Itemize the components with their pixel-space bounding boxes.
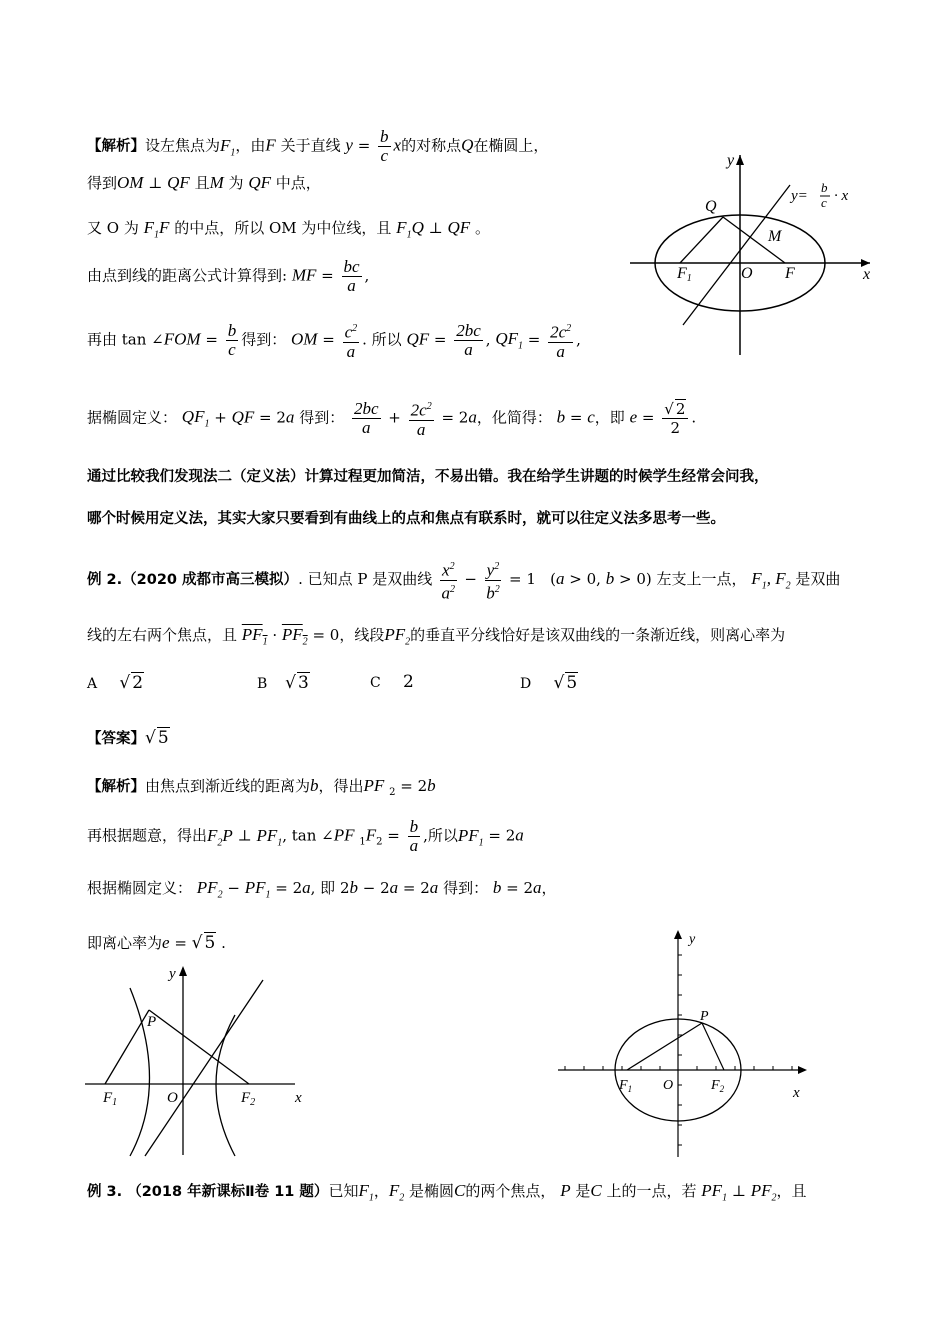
svg-text:F2: $F_2$ bbox=[711, 1078, 725, 1094]
fig2-p-label: P bbox=[147, 1014, 157, 1030]
answer-value: 5 bbox=[157, 728, 169, 748]
fig3-p-label: P bbox=[700, 1009, 709, 1024]
fig2-f1-label: F bbox=[103, 1090, 113, 1106]
fig1-y-label: y bbox=[727, 152, 735, 169]
fig1-x-label: x bbox=[863, 266, 871, 283]
example2-analysis-2: 再根据题意，得出$F_2P$ ⊥ $PF_1$, tan ∠PF $_1F_2$ = $\frac{b}{a}$ ,所以$PF_1 = 2a$ bbox=[87, 817, 524, 855]
analysis-line-3: 又 O 为 $F_1F$ 的中点，所以 OM 为中位线，且 $F_1Q$ ⊥ QF 。 bbox=[87, 218, 490, 241]
example2-line-1: 例 2.（2020 成都市高三模拟）. 已知点 P 是双曲线 $\frac{x^2}{a^2}$ − $\frac{y^2}{b^2}$ = 1 (a > 0, b > 0) 左支上一点， $F_1$, $F_2$ 是双曲 bbox=[87, 558, 840, 602]
fig2-f2-label: F bbox=[241, 1090, 251, 1106]
option-c[interactable]: C 2 bbox=[370, 672, 414, 692]
fig2-x-label: x bbox=[295, 1090, 302, 1106]
fig1-f-label: F bbox=[785, 265, 795, 282]
figure-ellipse-ticks bbox=[555, 925, 820, 1160]
fig3-x-label: x bbox=[793, 1085, 800, 1101]
answer-line: 【答案】√ 5 bbox=[87, 728, 169, 748]
example2-analysis-3: 根据椭圆定义： $PF_2 - PF_1 = 2a$, 即 2b − 2a = 2a 得到： b = 2a， bbox=[87, 878, 557, 901]
summary-line-2: 哪个时候用定义法，其实大家只要看到有曲线上的点和焦点有联系时，就可以往定义法多思考一些。 bbox=[87, 511, 725, 527]
fig3-y-label: y bbox=[689, 932, 696, 947]
fig3-o-label: O bbox=[663, 1078, 674, 1093]
answer-label: 【答案】 bbox=[87, 731, 145, 747]
option-b[interactable]: B √ 3 bbox=[257, 673, 309, 693]
svg-text:c: c bbox=[821, 195, 827, 210]
svg-text:F1: F1 bbox=[677, 265, 692, 284]
svg-text:F1: $F_1$ bbox=[103, 1090, 118, 1108]
svg-text:F1: $F_1$ bbox=[619, 1078, 633, 1094]
svg-text:y= bbox=[789, 188, 808, 204]
example2-label: 例 2.（2020 成都市高三模拟） bbox=[87, 572, 299, 589]
fig1-line-label: y= bbox=[791, 188, 808, 204]
fig1-m-label: M bbox=[768, 228, 782, 245]
svg-text:b: b bbox=[821, 180, 828, 195]
example2-analysis-1: 【解析】由焦点到渐近线的距离为b，得出PF $_2$ = 2b bbox=[87, 776, 436, 798]
option-d[interactable]: D √ 5 bbox=[520, 673, 578, 693]
fig1-q-label: Q bbox=[705, 198, 717, 215]
fig2-o-label: O bbox=[167, 1090, 178, 1106]
analysis-line-5: 再由 tan ∠FOM = $\frac{b}{c}$ 得到： OM = $\frac{c^2}{a}$ . 所以 QF = $\frac{2bc}{a}$ , $QF_1$ = $\frac{2c^2}{a}$ , bbox=[87, 320, 581, 361]
fig2-y-label: y bbox=[169, 966, 176, 982]
analysis-heading: 【解析】 bbox=[87, 138, 145, 155]
example3-label: 例 3. （2018 年新课标Ⅱ卷 11 题） bbox=[87, 1184, 329, 1200]
fig3-f1-label: F bbox=[619, 1078, 628, 1093]
svg-text:F2: $F_2$ bbox=[241, 1090, 256, 1108]
analysis-line-1: 【解析】设左焦点为$F_1$，由F 关于直线 y = $\frac{b}{c}$ x的对称点Q在椭圆上， bbox=[87, 127, 549, 165]
example3-line-1: 例 3. （2018 年新课标Ⅱ卷 11 题）已知$F_1$，$F_2$ 是椭圆C的两个焦点， P 是C 上的一点，若 $PF_1$ ⊥ $PF_2$，且 bbox=[87, 1181, 807, 1204]
example2-line-2: 线的左右两个焦点，且 $PF_1 \cdot PF_2 = 0$，线段$PF_2$的垂直平分线恰好是该双曲线的一条渐近线，则离心率为 bbox=[87, 625, 786, 648]
fig1-o-label: O bbox=[741, 265, 753, 282]
figure-hyperbola bbox=[85, 960, 330, 1160]
figure-ellipse-symmetric-point bbox=[625, 145, 880, 360]
option-a[interactable]: A √ 2 bbox=[87, 673, 144, 693]
analysis-line-6: 据椭圆定义： $QF_1$ + QF = 2a 得到： $\frac{2bc}{a}$ + $\frac{2c^2}{a}$ = 2a，化简得： b = c，即 e = $\frac{√ 2}{2}$ . bbox=[87, 398, 697, 439]
analysis-line-4: 由点到线的距离公式计算得到: MF = $\frac{bc}{a}$ , bbox=[87, 257, 370, 295]
analysis-line-2: 得到OM ⊥ QF 且M 为 QF 中点， bbox=[87, 173, 321, 192]
fig1-f1-label: F bbox=[677, 265, 687, 282]
example2-analysis-4: 即离心率为e = √ 5 . bbox=[87, 933, 226, 953]
fig3-f2-label: F bbox=[711, 1078, 720, 1093]
summary-line-1: 通过比较我们发现法二（定义法）计算过程更加简洁，不易出错。我在给学生讲题的时候学生经常会问我， bbox=[87, 469, 769, 485]
svg-text:· x: · x bbox=[834, 188, 849, 204]
